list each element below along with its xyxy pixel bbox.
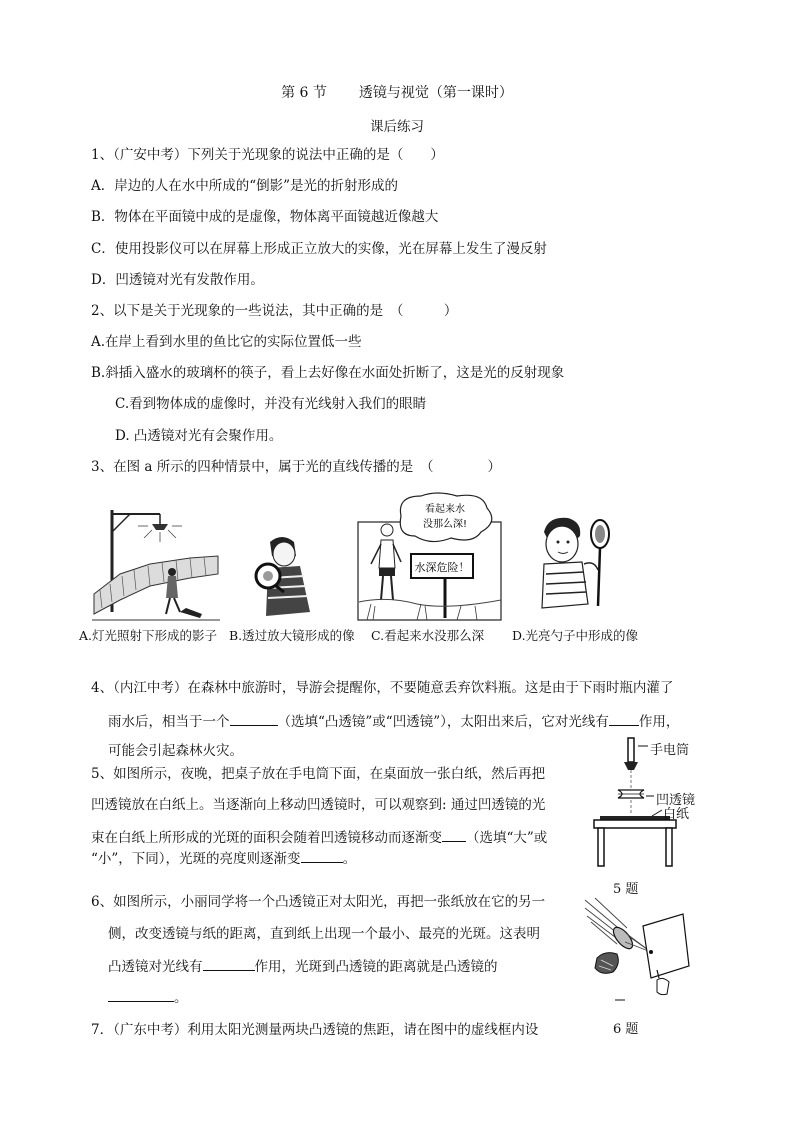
label-concave-lens: 凹透镜 — [656, 793, 696, 808]
bubble-text-1: 看起来水 — [425, 504, 465, 515]
q4-line-3: 可能会引起森林火灾。 — [108, 743, 243, 759]
figure-b-magnifier — [240, 532, 330, 624]
caption-c: C.看起来水没那么深 — [371, 628, 485, 643]
q6-text-3a: 凸透镜对光线有 — [108, 959, 203, 975]
label-white-paper: 白纸 — [663, 807, 690, 822]
q6-line-2: 侧，改变透镜与纸的距离，直到纸上出现一个最小、最亮的光斑。这表明 — [108, 926, 540, 942]
q4-text-2a: 雨水后，相当于一个 — [108, 714, 230, 730]
subtitle: 课后练习 — [370, 119, 424, 135]
q5-line-4 — [91, 848, 356, 868]
q6-line-4 — [108, 987, 188, 1007]
figure-a-lamp-shadow — [90, 502, 222, 624]
q2-option-c: C.看到物体成的虚像时，并没有光线射入我们的眼睛 — [115, 396, 427, 412]
figure-6-convex-lens-sun — [583, 896, 691, 1016]
section-title — [0, 82, 794, 102]
q2-option-d: D. 凸透镜对光有会聚作用。 — [115, 428, 283, 444]
q6-text-3b: 作用，光斑到凸透镜的距离就是凸透镜的 — [254, 959, 498, 975]
q5-text-3a: 束在白纸上所形成的光斑的面积会随着凹透镜移动而逐渐变 — [91, 830, 442, 846]
q1-option-b: B．物体在平面镜中成的是虚像，物体离平面镜越近像越大 — [91, 209, 439, 225]
q6-line-1: 6、如图所示，小丽同学将一个凸透镜正对太阳光，再把一张纸放在它的另一 — [91, 894, 546, 910]
q6-blank-effect[interactable] — [203, 956, 255, 971]
lesson-title: 透镜与视觉（第一课时） — [358, 85, 513, 101]
q7-line-1: 7．（广东中考）利用太阳光测量两块凸透镜的焦距，请在图中的虚线框内设 — [91, 1022, 539, 1038]
q5-text-3b: （选填“大”或 — [466, 830, 548, 846]
q6-text-4b: 。 — [174, 990, 188, 1006]
q5-blank-area[interactable] — [442, 827, 466, 842]
q4-blank-effect[interactable] — [609, 711, 639, 726]
figure-6-caption: 6 题 — [613, 1022, 639, 1037]
q5-text-4b: 。 — [342, 851, 357, 867]
q1-option-a: A．岸边的人在水中所成的“倒影”是光的折射形成的 — [91, 178, 399, 194]
q1-option-c: C．使用投影仪可以在屏幕上形成正立放大的实像，光在屏幕上发生了漫反射 — [91, 241, 547, 257]
q5-text-4a: “小”，下同），光斑的亮度则逐渐变 — [91, 851, 301, 867]
q6-blank-focal-length[interactable] — [108, 987, 174, 1002]
bubble-text-2: 没那么深! — [422, 519, 468, 530]
caption-d: D.光亮勺子中形成的像 — [512, 628, 639, 643]
caption-b: B.透过放大镜形成的像 — [229, 628, 355, 643]
q1-option-d: D．凹透镜对光有发散作用。 — [91, 272, 264, 288]
q4-text-2b: （选填“凸透镜”或“凹透镜”），太阳出来后，它对光线有 — [277, 714, 609, 730]
q5-line-1: 5、如图所示，夜晚，把桌子放在手电筒下面，在桌面放一张白纸，然后再把 — [91, 766, 546, 782]
q2-stem: 2、以下是关于光现象的一些说法，其中正确的是 （ ） — [91, 303, 458, 319]
q2-option-a: A.在岸上看到水里的鱼比它的实际位置低一些 — [91, 334, 362, 350]
q2-option-b: B.斜插入盛水的玻璃杯的筷子，看上去好像在水面处折断了，这是光的反射现象 — [91, 365, 565, 381]
q1-stem: 1、（广安中考）下列关于光现象的说法中正确的是（ ） — [91, 147, 444, 163]
sign-text: 水深危险！ — [414, 561, 470, 574]
q4-text-2c: 作用， — [638, 714, 680, 730]
q4-line-2 — [108, 711, 679, 731]
figure-c-pool — [357, 492, 503, 624]
figure-d-spoon — [538, 514, 626, 614]
q3-stem: 3、在图 a 所示的四种情景中，属于光的直线传播的是 （ ） — [91, 459, 501, 475]
q4-line-1: 4、（内江中考）在森林中旅游时，导游会提醒你，不要随意丢弃饮料瓶。这是由于下雨时瓶内灌了 — [91, 680, 674, 696]
caption-a: A.灯光照射下形成的影子 — [79, 628, 218, 643]
q5-line-3 — [91, 827, 547, 847]
q5-blank-brightness[interactable] — [301, 848, 343, 863]
label-flashlight: 手电筒 — [650, 743, 690, 758]
q5-line-2: 凹透镜放在白纸上。当逐渐向上移动凹透镜时，可以观察到: 通过凹透镜的光 — [91, 797, 546, 813]
figure-5-caption: 5 题 — [613, 882, 639, 897]
q6-line-3 — [108, 956, 498, 976]
section-number: 第 6 节 — [281, 85, 327, 101]
q4-blank-lens-type[interactable] — [230, 711, 278, 726]
